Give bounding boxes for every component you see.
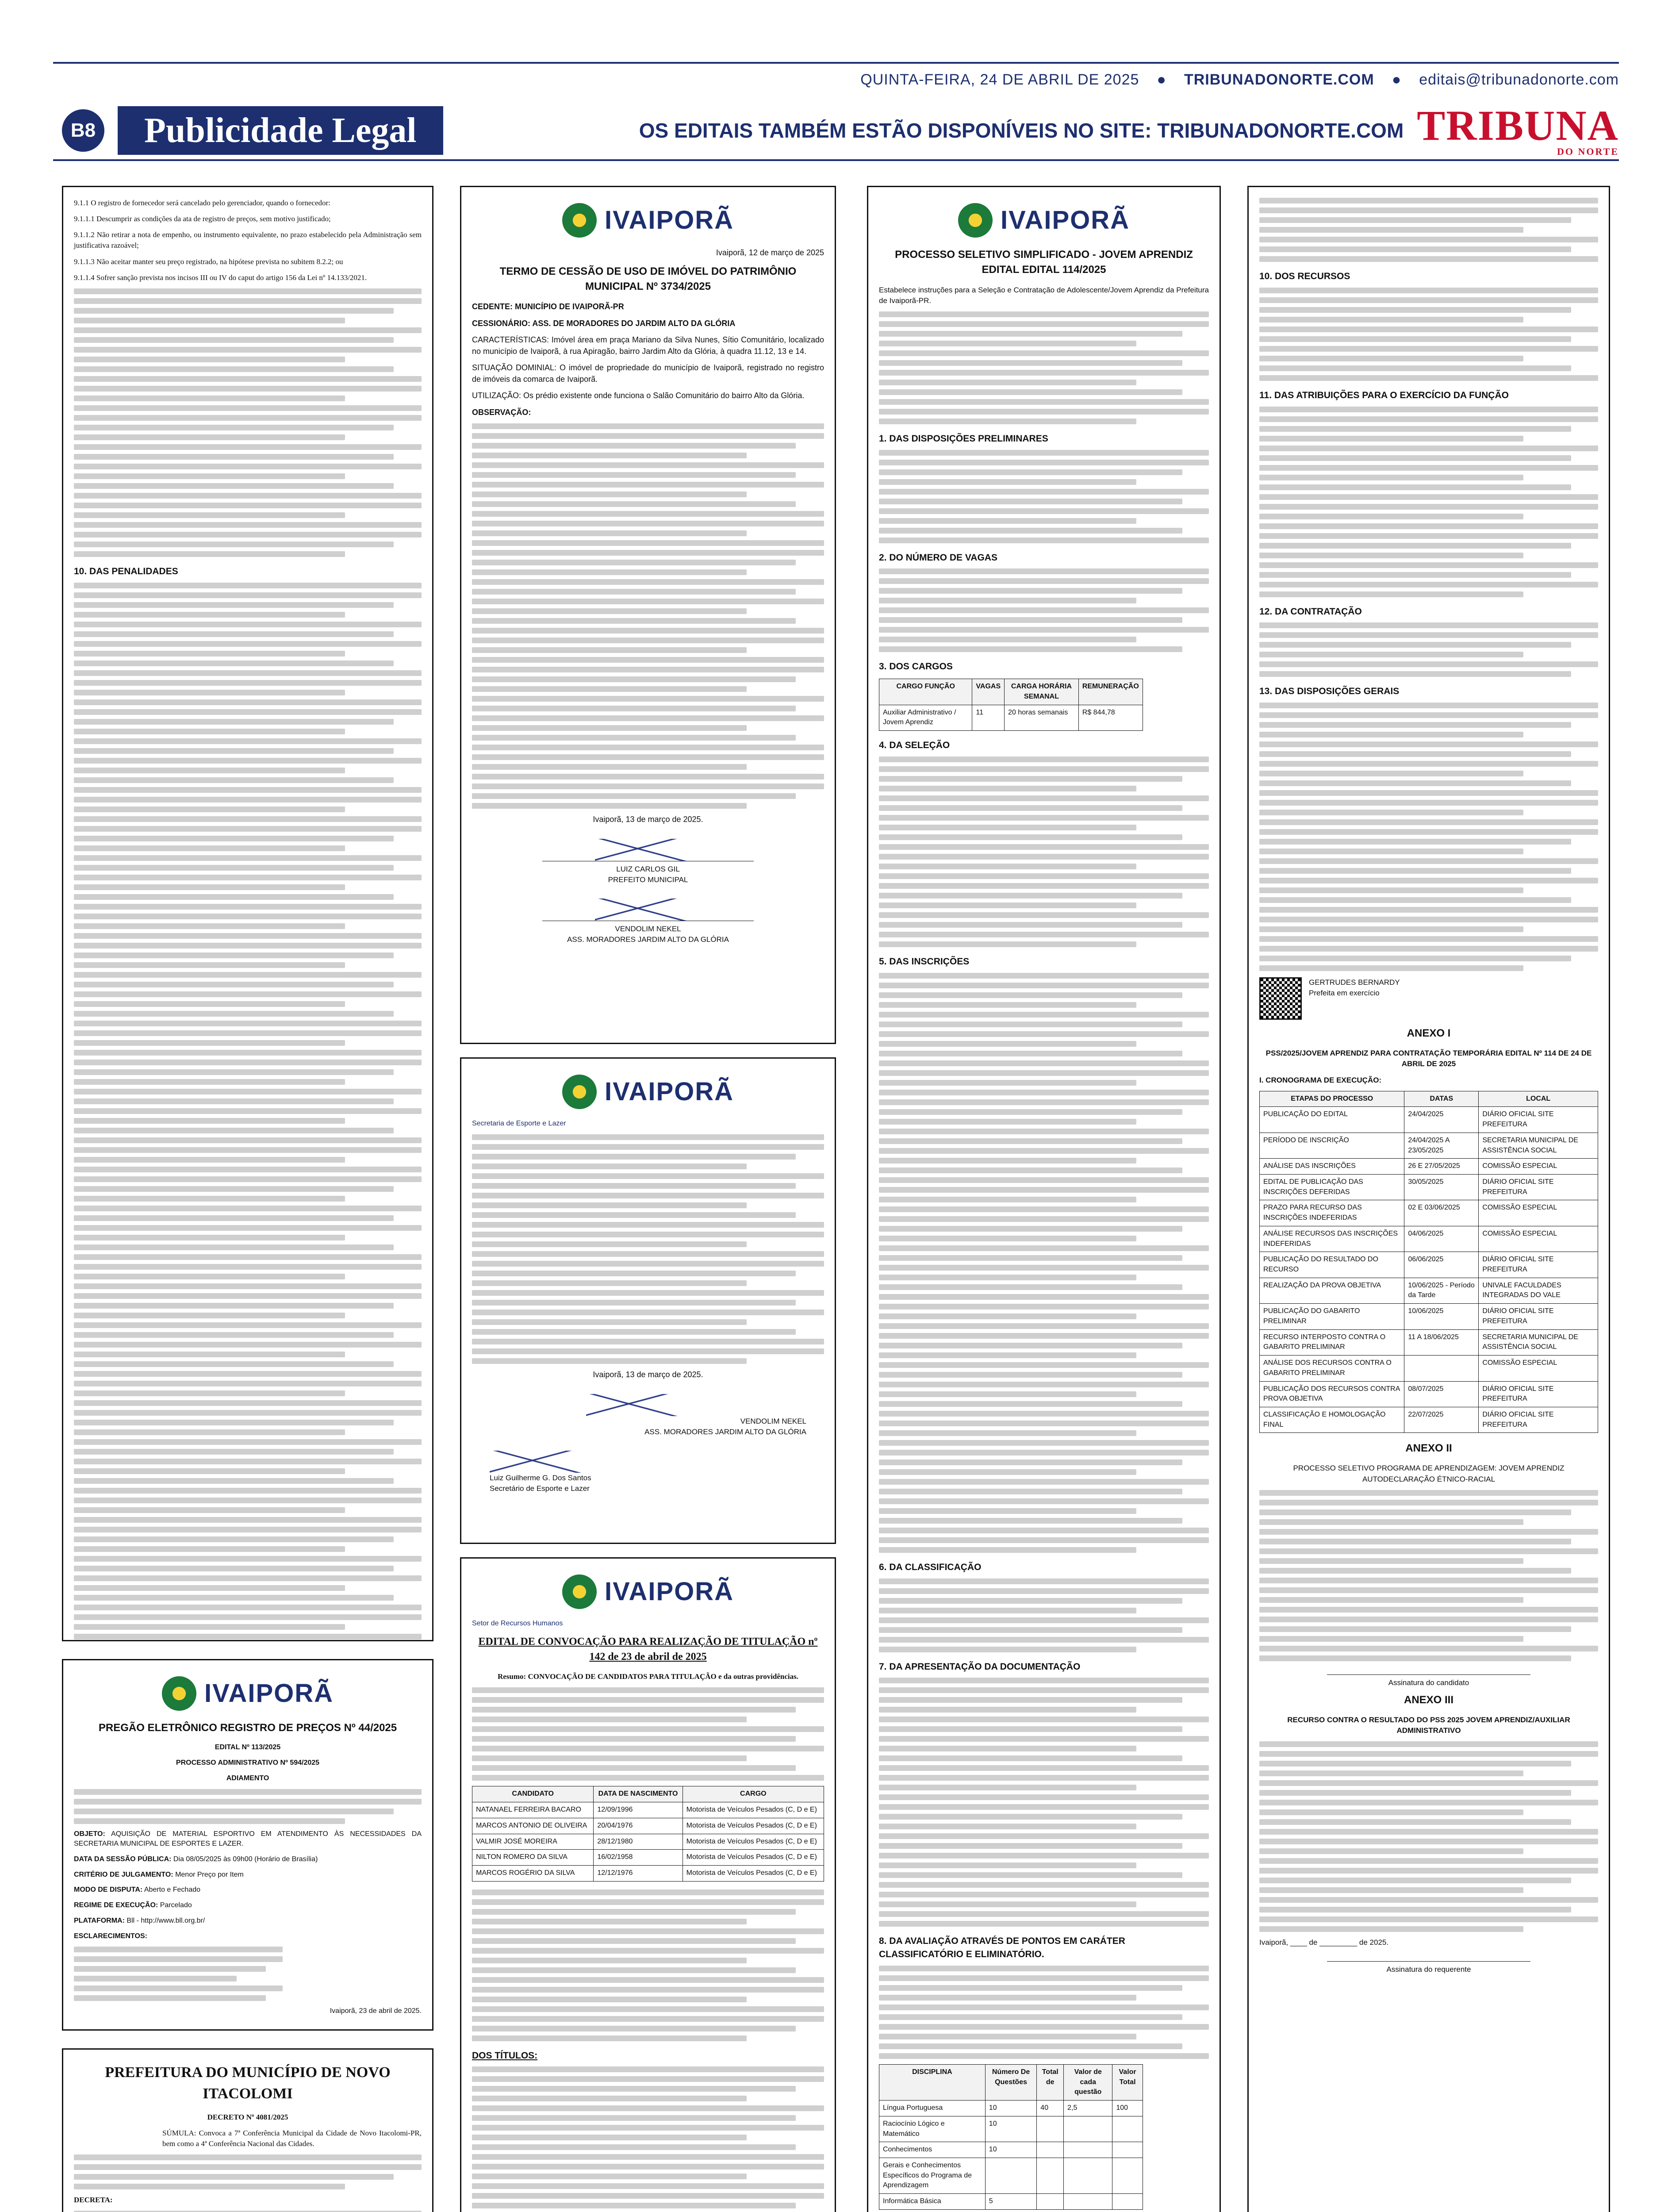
signature-icon <box>490 1451 596 1473</box>
city-name: IVAIPORÃ <box>1000 206 1130 234</box>
section-header <box>53 102 1619 161</box>
decree-issuer: PREFEITURA DO MUNICÍPIO DE NOVO ITACOLOMI <box>105 2064 391 2102</box>
signer-role: ASS. MORADORES JARDIM ALTO DA GLÓRIA <box>644 1427 806 1436</box>
cell <box>1037 2142 1064 2158</box>
signature-block <box>472 839 824 885</box>
cell: RECURSO INTERPOSTO CONTRA O GABARITO PRELIMINAR <box>1260 1329 1404 1355</box>
cell: CLASSIFICAÇÃO E HOMOLOGAÇÃO FINAL <box>1260 1407 1404 1432</box>
cell: 02 E 03/06/2025 <box>1404 1200 1479 1226</box>
body-text-block <box>879 1578 1209 1652</box>
body-text-block <box>879 568 1209 652</box>
body-text-block <box>74 583 422 1641</box>
cell: MARCOS ANTONIO DE OLIVEIRA <box>472 1818 594 1834</box>
row-label: DATA DA SESSÃO PÚBLICA: <box>74 1855 172 1863</box>
cell: DIÁRIO OFICIAL SITE PREFEITURA <box>1479 1381 1598 1407</box>
cessao-term <box>460 186 836 1044</box>
platform-link[interactable]: Bll - http://www.bll.org.br/ <box>127 1916 205 1924</box>
cell <box>1064 2142 1112 2158</box>
schedule-table <box>1259 1091 1598 1433</box>
cell: Língua Portuguesa <box>879 2101 986 2116</box>
cell <box>1404 1356 1479 1381</box>
cessionario: CESSIONÁRIO: ASS. DE MORADORES DO JARDIM ALTO DA GLÓRIA <box>472 319 736 328</box>
cell: DIÁRIO OFICIAL SITE PREFEITURA <box>1479 1407 1598 1432</box>
cell: DIÁRIO OFICIAL SITE PREFEITURA <box>1479 1107 1598 1133</box>
col-header: ETAPAS DO PROCESSO <box>1260 1091 1404 1107</box>
cell: 08/07/2025 <box>1404 1381 1479 1407</box>
department: Setor de Recursos Humanos <box>472 1620 563 1628</box>
body-text-block <box>472 1889 824 2041</box>
section-heading: 5. DAS INSCRIÇÕES <box>879 956 970 967</box>
body-text-block <box>1259 407 1598 597</box>
section-heading: 2. DO NÚMERO DE VAGAS <box>879 552 997 563</box>
table-row <box>1260 1278 1598 1303</box>
positions-table <box>879 679 1143 731</box>
col-header: CARGO <box>683 1786 824 1802</box>
pregao-notice <box>62 1659 433 2031</box>
masthead-info <box>860 66 1619 93</box>
cell <box>1112 2116 1143 2142</box>
cell: MARCOS ROGÉRIO DA SILVA <box>472 1865 594 1881</box>
cell: COMISSÃO ESPECIAL <box>1479 1226 1598 1252</box>
city-seal-icon <box>162 1676 196 1711</box>
clause: 9.1.1 O registro de fornecedor será cancelado pelo gerenciador, quando o fornecedor: <box>74 199 330 207</box>
place-date: Ivaiporã, ____ de _________ de 2025. <box>1259 1938 1389 1947</box>
row-value: Dia 08/05/2025 às 09h00 (Horário de Brasília) <box>173 1855 318 1863</box>
col-header: LOCAL <box>1479 1091 1598 1107</box>
col-header: CANDIDATO <box>472 1786 594 1802</box>
body-text-block <box>1259 622 1598 677</box>
notice-summary: Resumo: CONVOCAÇÃO DE CANDIDATOS PARA TITULAÇÃO e da outras providências. <box>497 1672 799 1681</box>
ivaipora-logo <box>879 202 1209 238</box>
signer-name: Luiz Guilherme G. Dos Santos <box>490 1473 591 1482</box>
cell: PUBLICAÇÃO DO EDITAL <box>1260 1107 1404 1133</box>
body-text-block <box>1259 703 1598 971</box>
newspaper-logo <box>1417 104 1619 157</box>
section-heading: 12. DA CONTRATAÇÃO <box>1259 606 1362 617</box>
cell: REALIZAÇÃO DA PROVA OBJETIVA <box>1260 1278 1404 1303</box>
ivaipora-logo <box>472 1574 824 1610</box>
cell: 20/04/1976 <box>594 1818 683 1834</box>
section-heading: 10. DOS RECURSOS <box>1259 271 1350 281</box>
table-row <box>1260 1407 1598 1432</box>
cell: 11 <box>972 705 1005 730</box>
cell: 40 <box>1037 2101 1064 2116</box>
body-text-block <box>472 423 824 809</box>
col-header: CARGO FUNÇÃO <box>879 679 972 705</box>
schedule-heading: I. CRONOGRAMA DE EXECUÇÃO: <box>1259 1075 1382 1084</box>
annex-heading: ANEXO I <box>1407 1027 1451 1040</box>
section-heading: 3. DOS CARGOS <box>879 661 953 672</box>
clause: 9.1.1.3 Não aceitar manter seu preço registrado, na hipótese prevista no subitem 8.2.2; ou <box>74 257 343 266</box>
signature-icon <box>595 839 701 861</box>
cell <box>1037 2158 1064 2193</box>
row-label: PLATAFORMA: <box>74 1916 125 1924</box>
table-row <box>472 1802 824 1818</box>
cell: 5 <box>985 2194 1037 2210</box>
edital-intro: Estabelece instruções para a Seleção e Contratação de Adolescente/Jovem Aprendiz da Prefeitura de Ivaiporã-PR. <box>879 285 1209 305</box>
cedente: CEDENTE: MUNICÍPIO DE IVAIPORÃ-PR <box>472 302 624 311</box>
table-row <box>1260 1175 1598 1200</box>
body-text-block <box>472 2066 824 2212</box>
table-row <box>1260 1159 1598 1175</box>
bullet-icon: ● <box>1392 71 1402 88</box>
table-row <box>472 1865 824 1881</box>
annex-heading: ANEXO II <box>1405 1442 1452 1455</box>
cell: Motorista de Veículos Pesados (C, D e E) <box>683 1850 824 1866</box>
body-text-block <box>879 450 1209 543</box>
col-header: Número De Questões <box>985 2064 1037 2100</box>
body-text-block <box>879 1966 1209 2059</box>
signer-name: LUIZ CARLOS GIL <box>616 864 680 873</box>
row-value: Aberto e Fechado <box>144 1886 201 1894</box>
col-header: DISCIPLINA <box>879 2064 986 2100</box>
dominial-situation: SITUAÇÃO DOMINIAL: O imóvel de propriedade do município de Ivaiporã, registrado no registro de imóveis da comarca de Ivaiporã. <box>472 363 824 384</box>
place-date: Ivaiporã, 13 de março de 2025. <box>593 815 703 824</box>
section-heading: 4. DA SELEÇÃO <box>879 740 950 751</box>
cell: Conhecimentos <box>879 2142 986 2158</box>
annex-title: RECURSO CONTRA O RESULTADO DO PSS 2025 JOVEM APRENDIZ/AUXILIAR ADMINISTRATIVO <box>1287 1715 1570 1735</box>
cell: Gerais e Conhecimentos Específicos do Programa de Aprendizagem <box>879 2158 986 2193</box>
contract-article <box>62 186 433 1641</box>
page-number-badge: B8 <box>62 109 104 152</box>
col-header: Valor de cada questão <box>1064 2064 1112 2100</box>
ivaipora-logo <box>472 1074 824 1110</box>
table-row <box>879 705 1143 730</box>
cell: 100 <box>1112 2101 1143 2116</box>
exam-table <box>879 2064 1143 2210</box>
cell: DIÁRIO OFICIAL SITE PREFEITURA <box>1479 1304 1598 1329</box>
signer-name: VENDOLIM NEKEL <box>740 1417 806 1425</box>
cell: Informática Básica <box>879 2194 986 2210</box>
notice-process: PROCESSO ADMINISTRATIVO Nº 594/2025 <box>176 1759 320 1767</box>
signature-icon <box>195 2030 301 2031</box>
cell: 12/12/1976 <box>594 1865 683 1881</box>
ivaipora-logo <box>472 202 824 238</box>
row-label: REGIME DE EXECUÇÃO: <box>74 1901 158 1909</box>
cell: PUBLICAÇÃO DOS RECURSOS CONTRA PROVA OBJETIVA <box>1260 1381 1404 1407</box>
table-row <box>879 2194 1143 2210</box>
cell: DIÁRIO OFICIAL SITE PREFEITURA <box>1479 1175 1598 1200</box>
city-seal-icon <box>958 203 993 238</box>
table-row <box>879 2101 1143 2116</box>
cell: DIÁRIO OFICIAL SITE PREFEITURA <box>1479 1252 1598 1278</box>
notice-edital: EDITAL Nº 113/2025 <box>215 1743 281 1751</box>
table-row <box>1260 1304 1598 1329</box>
table-row <box>1260 1329 1598 1355</box>
signature-stamp <box>1259 977 1598 1020</box>
signature-block <box>472 899 824 945</box>
usage: UTILIZAÇÃO: Os prédio existente onde funciona o Salão Comunitário do bairro Alto da Glória. <box>472 391 805 400</box>
cell: Motorista de Veículos Pesados (C, D e E) <box>683 1802 824 1818</box>
cell: COMISSÃO ESPECIAL <box>1479 1200 1598 1226</box>
cell <box>1037 2194 1064 2210</box>
col-header: Total de <box>1037 2064 1064 2100</box>
term-title: TERMO DE CESSÃO DE USO DE IMÓVEL DO PATRIMÔNIO MUNICIPAL Nº 3734/2025 <box>499 265 797 292</box>
row-label: CRITÉRIO DE JULGAMENTO: <box>74 1870 173 1878</box>
cell: ANÁLISE RECURSOS DAS INSCRIÇÕES INDEFERIDAS <box>1260 1226 1404 1252</box>
signature-block <box>74 2030 422 2031</box>
row-label: MODO DE DISPUTA: <box>74 1886 143 1894</box>
notice-status: ADIAMENTO <box>226 1774 269 1782</box>
body-text-block <box>74 288 422 557</box>
ivaipora-logo <box>74 1675 422 1712</box>
site-link[interactable]: TRIBUNADONORTE.COM <box>1184 71 1374 88</box>
cell: PERÍODO DE INSCRIÇÃO <box>1260 1133 1404 1158</box>
cell <box>985 2158 1037 2193</box>
cell: SECRETARIA MUNICIPAL DE ASSISTÊNCIA SOCIAL <box>1479 1329 1598 1355</box>
section-heading: DOS TÍTULOS: <box>472 2050 538 2061</box>
cell <box>1112 2194 1143 2210</box>
row-value: Menor Preço por Item <box>175 1870 244 1878</box>
cell <box>1064 2158 1112 2193</box>
section-heading: 7. DA APRESENTAÇÃO DA DOCUMENTAÇÃO <box>879 1661 1081 1672</box>
decree-number: DECRETO Nº 4081/2025 <box>207 2112 288 2121</box>
convocation-notice <box>460 1557 836 2212</box>
table-row <box>1260 1381 1598 1407</box>
cell: 22/07/2025 <box>1404 1407 1479 1432</box>
bullet-icon: ● <box>1157 71 1166 88</box>
cell: COMISSÃO ESPECIAL <box>1479 1356 1598 1381</box>
col-header: CARGA HORÁRIA SEMANAL <box>1005 679 1079 705</box>
signature-block <box>472 1451 824 1494</box>
cell: 06/06/2025 <box>1404 1252 1479 1278</box>
body-text-block <box>1259 198 1598 262</box>
table-row <box>1260 1356 1598 1381</box>
cell: ANÁLISE DAS INSCRIÇÕES <box>1260 1159 1404 1175</box>
cell: ANÁLISE DOS RECURSOS CONTRA O GABARITO PRELIMINAR <box>1260 1356 1404 1381</box>
department: Secretaria de Esporte e Lazer <box>472 1120 566 1128</box>
table-row <box>879 2116 1143 2142</box>
signature-block <box>472 1394 824 1437</box>
city-name: IVAIPORÃ <box>604 1577 734 1606</box>
table-row <box>879 2158 1143 2193</box>
penalties-heading: 10. DAS PENALIDADES <box>74 566 178 576</box>
signature-block <box>1259 1961 1598 1975</box>
characteristics: CARACTERÍSTICAS: Imóvel área em praça Mariano da Silva Nunes, Sítio Comunitário, localizado no município de Ivaiporã, à rua Apiragão, bairro Jardim Alto da Glória, à quadra 11.12, 13 e 14. <box>472 335 824 356</box>
row-value: Parcelado <box>160 1901 192 1909</box>
signature-icon <box>586 1394 692 1416</box>
signature-block <box>1259 1674 1598 1688</box>
cell: EDITAL DE PUBLICAÇÃO DAS INSCRIÇÕES DEFERIDAS <box>1260 1175 1404 1200</box>
cell: 26 E 27/05/2025 <box>1404 1159 1479 1175</box>
body-text-block <box>879 311 1209 424</box>
signer-role: ASS. MORADORES JARDIM ALTO DA GLÓRIA <box>567 935 729 944</box>
body-text-block <box>74 1789 422 1824</box>
cell: 12/09/1996 <box>594 1802 683 1818</box>
site-notice: OS EDITAIS TAMBÉM ESTÃO DISPONÍVEIS NO SITE: TRIBUNADONORTE.COM <box>639 119 1404 142</box>
section-heading: 8. DA AVALIAÇÃO ATRAVÉS DE PONTOS EM CARÁTER CLASSIFICATÓRIO E ELIMINATÓRIO. <box>879 1936 1125 1960</box>
cell: Motorista de Veículos Pesados (C, D e E) <box>683 1865 824 1881</box>
clarifications-label: ESCLARECIMENTOS: <box>74 1932 147 1940</box>
signer-role: Assinatura do requerente <box>1386 1965 1471 1974</box>
decree-notice <box>62 2048 433 2212</box>
city-name: IVAIPORÃ <box>604 206 734 234</box>
body-text-block <box>1259 1741 1598 1932</box>
cell: Motorista de Veículos Pesados (C, D e E) <box>683 1834 824 1850</box>
place-date: Ivaiporã, 13 de março de 2025. <box>593 1370 703 1379</box>
cell: UNIVALE FACULDADES INTEGRADAS DO VALE <box>1479 1278 1598 1303</box>
cell: 30/05/2025 <box>1404 1175 1479 1200</box>
email-link[interactable]: editais@tribunadonorte.com <box>1419 71 1619 88</box>
annex-heading: ANEXO III <box>1404 1694 1454 1706</box>
cell: Motorista de Veículos Pesados (C, D e E) <box>683 1818 824 1834</box>
cell: PRAZO PARA RECURSO DAS INSCRIÇÕES INDEFERIDAS <box>1260 1200 1404 1226</box>
cell <box>1064 2194 1112 2210</box>
place-date: Ivaiporã, 12 de março de 2025 <box>716 248 824 257</box>
qr-code-icon <box>1259 977 1302 1020</box>
clause: 9.1.1.4 Sofrer sanção prevista nos incisos III ou IV do caput do artigo 156 da Lei nº 14.133/2021. <box>74 273 367 282</box>
city-seal-icon <box>562 203 597 238</box>
table-row <box>1260 1252 1598 1278</box>
cell <box>1064 2116 1112 2142</box>
cell: 16/02/1958 <box>594 1850 683 1866</box>
table-row <box>1260 1107 1598 1133</box>
edital-title: PROCESSO SELETIVO SIMPLIFICADO - JOVEM APRENDIZ EDITAL EDITAL 114/2025 <box>895 249 1193 276</box>
decree-decreta: DECRETA: <box>74 2195 113 2204</box>
cell: 10 <box>985 2116 1037 2142</box>
cell: 24/04/2025 <box>1404 1107 1479 1133</box>
city-name: IVAIPORÃ <box>204 1679 334 1708</box>
city-seal-icon <box>562 1075 597 1109</box>
table-row <box>472 1850 824 1866</box>
issue-date: QUINTA-FEIRA, 24 DE ABRIL DE 2025 <box>860 71 1139 88</box>
cell: PUBLICAÇÃO DO RESULTADO DO RECURSO <box>1260 1252 1404 1278</box>
clause: 9.1.1.1 Descumprir as condições da ata de registro de preços, sem motivo justificado; <box>74 215 331 223</box>
notice-title: EDITAL DE CONVOCAÇÃO PARA REALIZAÇÃO DE TITULAÇÃO nº 142 de 23 de abril de 2025 <box>478 1636 818 1663</box>
body-text-block <box>472 1687 824 1781</box>
table-row <box>1260 1200 1598 1226</box>
annex-title: PSS/2025/JOVEM APRENDIZ PARA CONTRATAÇÃO TEMPORÁRIA EDITAL Nº 114 DE 24 DE ABRIL DE 2025 <box>1266 1049 1592 1068</box>
table-row <box>472 1818 824 1834</box>
city-seal-icon <box>562 1575 597 1609</box>
cell <box>1112 2142 1143 2158</box>
observations-label: OBSERVAÇÃO: <box>472 407 531 417</box>
signer-role: Secretário de Esporte e Lazer <box>490 1484 590 1493</box>
cell <box>1037 2116 1064 2142</box>
object-text: AQUISIÇÃO DE MATERIAL ESPORTIVO EM ATENDIMENTO ÀS NECESSIDADES DA SECRETARIA MUNICIPAL DE ESPORTES E LAZER. <box>74 1830 422 1848</box>
object-label: OBJETO: <box>74 1830 105 1838</box>
cell: 04/06/2025 <box>1404 1226 1479 1252</box>
notice-title: PREGÃO ELETRÔNICO REGISTRO DE PREÇOS Nº 44/2025 <box>98 1722 397 1734</box>
compromisso-term <box>460 1057 836 1544</box>
signer-role: PREFEITO MUNICIPAL <box>608 876 688 884</box>
cell: 28/12/1980 <box>594 1834 683 1850</box>
cell: VALMIR JOSÉ MOREIRA <box>472 1834 594 1850</box>
annex-title: PROCESSO SELETIVO PROGRAMA DE APRENDIZAGEM: JOVEM APRENDIZ AUTODECLARAÇÃO ÉTNICO-RACIAL <box>1293 1464 1565 1483</box>
brand-subtitle: DO NORTE <box>1557 146 1619 157</box>
cell: 10/06/2025 <box>1404 1304 1479 1329</box>
body-text-block <box>74 1947 283 2001</box>
col-header: DATAS <box>1404 1091 1479 1107</box>
table-row <box>879 2142 1143 2158</box>
table-row <box>1260 1133 1598 1158</box>
col-header: Valor Total <box>1112 2064 1143 2100</box>
cell: 2,5 <box>1064 2101 1112 2116</box>
signature-icon <box>595 899 701 921</box>
cell: 24/04/2025 A 23/05/2025 <box>1404 1133 1479 1158</box>
pss-edital-continued <box>1247 186 1610 2212</box>
cell: PUBLICAÇÃO DO GABARITO PRELIMINAR <box>1260 1304 1404 1329</box>
col-header: REMUNERAÇÃO <box>1078 679 1143 705</box>
pss-edital <box>867 186 1221 2212</box>
city-name: IVAIPORÃ <box>604 1077 734 1106</box>
section-heading: 6. DA CLASSIFICAÇÃO <box>879 1562 982 1572</box>
col-header: VAGAS <box>972 679 1005 705</box>
cell: R$ 844,78 <box>1078 705 1143 730</box>
body-text-block <box>879 757 1209 947</box>
cell: Raciocínio Lógico e Matemático <box>879 2116 986 2142</box>
body-text-block <box>879 973 1209 1553</box>
signer-role: Assinatura do candidato <box>1388 1678 1469 1687</box>
section-heading: 11. DAS ATRIBUIÇÕES PARA O EXERCÍCIO DA FUNÇÃO <box>1259 390 1509 400</box>
body-text-block <box>879 1678 1209 1927</box>
body-text-block <box>74 2154 422 2189</box>
table-row <box>472 1834 824 1850</box>
cell: SECRETARIA MUNICIPAL DE ASSISTÊNCIA SOCIAL <box>1479 1133 1598 1158</box>
cell: 10 <box>985 2101 1037 2116</box>
cell <box>1112 2158 1143 2193</box>
cell: 10/06/2025 - Período da Tarde <box>1404 1278 1479 1303</box>
section-title: Publicidade Legal <box>118 106 443 155</box>
table-row <box>1260 1226 1598 1252</box>
signer-block: GERTRUDES BERNARDY Prefeita em exercício <box>1309 978 1400 998</box>
cell: 20 horas semanais <box>1005 705 1079 730</box>
brand-name: TRIBUNA <box>1417 102 1619 149</box>
body-text-block <box>1259 1490 1598 1661</box>
cell: 10 <box>985 2142 1037 2158</box>
decree-summary: SÚMULA: Convoca a 7ª Conferência Municipal da Cidade de Novo Itacolomi-PR, bem como a 4ª Conferência Nacional das Cidades. <box>162 2128 422 2148</box>
cell: 11 A 18/06/2025 <box>1404 1329 1479 1355</box>
body-text-block <box>1259 288 1598 381</box>
cell: NILTON ROMERO DA SILVA <box>472 1850 594 1866</box>
signer-name: VENDOLIM NEKEL <box>615 925 681 933</box>
clause: 9.1.1.2 Não retirar a nota de empenho, ou instrumento equivalente, no prazo estabelecido pela Administração sem justificativa razoável; <box>74 230 422 250</box>
cell: Auxiliar Administrativo / Jovem Aprendiz <box>879 705 972 730</box>
place-date: Ivaiporã, 23 de abril de 2025. <box>330 2007 422 2015</box>
cell: NATANAEL FERREIRA BACARO <box>472 1802 594 1818</box>
candidates-table <box>472 1786 824 1881</box>
col-header: DATA DE NASCIMENTO <box>594 1786 683 1802</box>
cell: COMISSÃO ESPECIAL <box>1479 1159 1598 1175</box>
body-text-block <box>472 1134 824 1364</box>
section-heading: 1. DAS DISPOSIÇÕES PRELIMINARES <box>879 433 1048 444</box>
section-heading: 13. DAS DISPOSIÇÕES GERAIS <box>1259 686 1400 697</box>
